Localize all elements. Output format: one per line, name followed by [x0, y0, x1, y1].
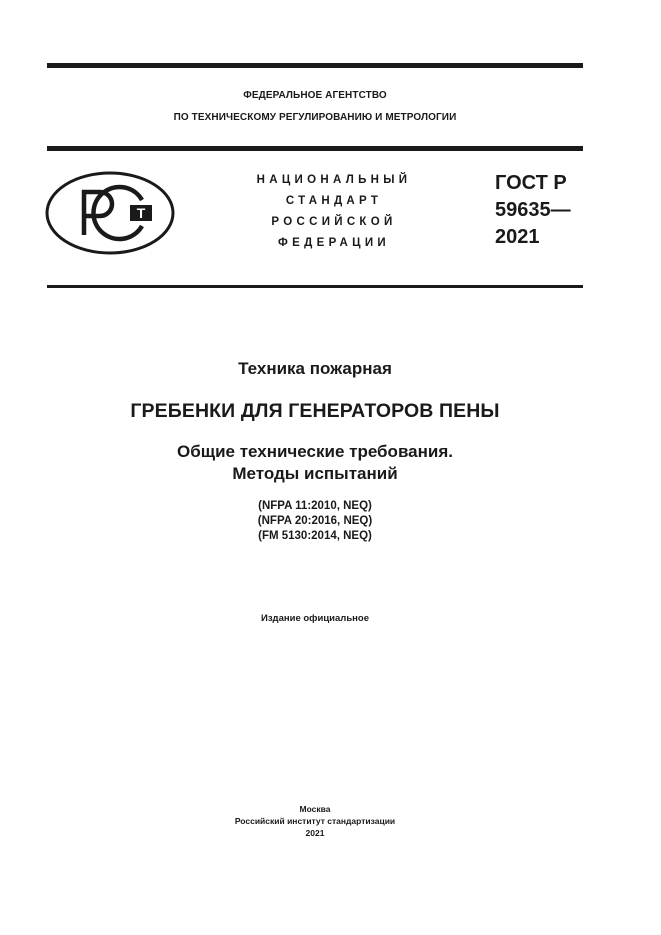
gost-line-2: 59635— [495, 199, 571, 221]
national-standard-label [236, 170, 432, 254]
svg-text:Т: Т [136, 205, 146, 221]
document-subject: Техника пожарная [238, 359, 392, 378]
gost-number [495, 170, 571, 251]
reference-2: (NFPA 20:2016, NEQ) [257, 515, 373, 527]
gost-line-3: 2021 [495, 226, 540, 248]
standard-line-1: НАЦИОНАЛЬНЫЙ [256, 174, 412, 186]
document-title: ГРЕБЕНКИ ДЛЯ ГЕНЕРАТОРОВ ПЕНЫ [130, 400, 500, 422]
agency-line-2: ПО ТЕХНИЧЕСКОМУ РЕГУЛИРОВАНИЮ И МЕТРОЛОГИИ [173, 112, 457, 123]
top-rule [47, 63, 583, 68]
subtitle-line-1: Общие технические требования. [177, 442, 453, 461]
reference-3: (FM 5130:2014, NEQ) [258, 530, 372, 542]
bottom-rule [47, 285, 583, 288]
header-rule [47, 146, 583, 151]
agency-line-1: ФЕДЕРАЛЬНОЕ АГЕНТСТВО [243, 90, 387, 101]
footer-city: Москва [299, 804, 331, 814]
footer-publisher: Российский институт стандартизации [234, 816, 396, 826]
publisher-info [47, 803, 583, 839]
standard-line-3: РОССИЙСКОЙ [271, 216, 397, 228]
standard-line-4: ФЕДЕРАЦИИ [278, 237, 390, 249]
reference-1: (NFPA 11:2010, NEQ) [258, 500, 372, 512]
standard-references [47, 499, 583, 544]
edition-label: Издание официальное [261, 613, 369, 624]
subtitle-line-2: Методы испытаний [232, 464, 398, 483]
standard-line-2: СТАНДАРТ [285, 195, 383, 207]
footer-year: 2021 [305, 828, 325, 838]
gost-line-1: ГОСТ Р [495, 172, 567, 194]
gost-r-logo-icon [44, 170, 176, 256]
document-subtitle [47, 441, 583, 485]
